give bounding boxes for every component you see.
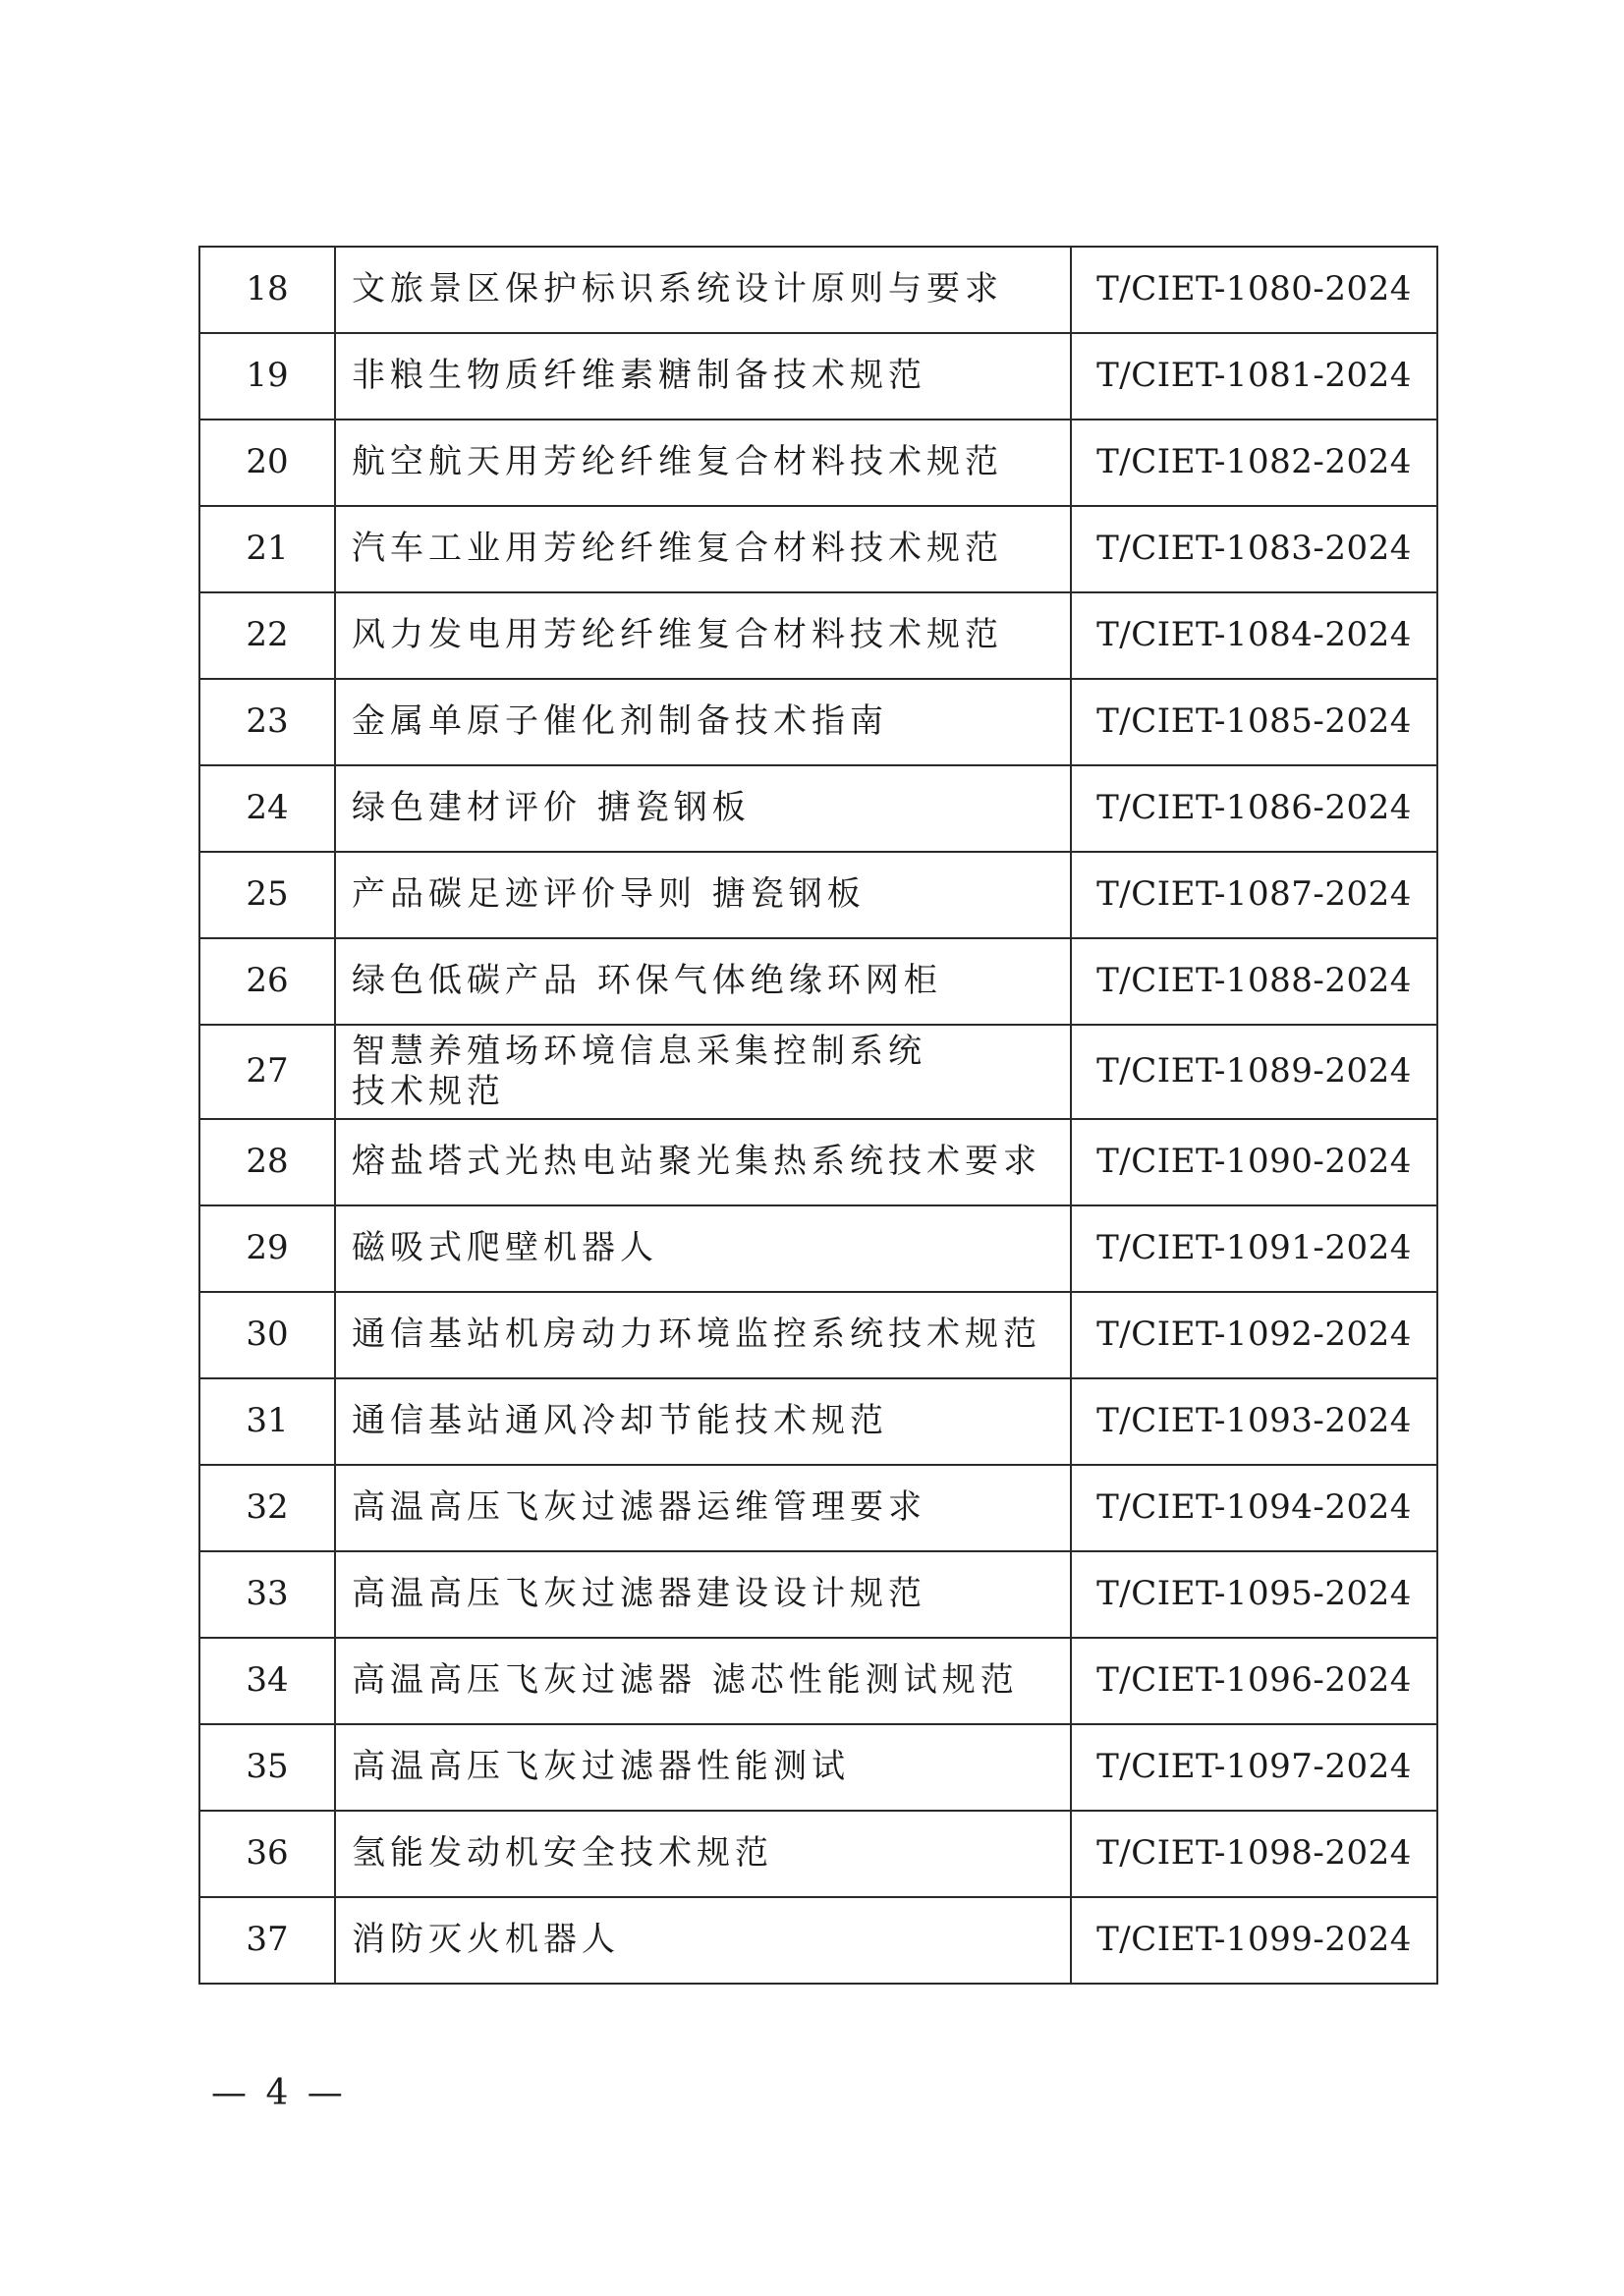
table-row <box>199 1292 1437 1378</box>
table-row <box>199 420 1437 506</box>
standard-name: 高温高压飞灰过滤器 滤芯性能测试规范 <box>335 1638 1071 1724</box>
row-number: 23 <box>199 679 335 765</box>
table-row <box>199 938 1437 1025</box>
standard-code: T/CIET-1084-2024 <box>1071 592 1437 679</box>
table-row <box>199 1724 1437 1811</box>
standard-name: 非粮生物质纤维素糖制备技术规范 <box>335 333 1071 420</box>
row-number: 20 <box>199 420 335 506</box>
row-number: 32 <box>199 1465 335 1551</box>
standard-code: T/CIET-1088-2024 <box>1071 938 1437 1025</box>
table-row <box>199 1119 1437 1205</box>
standard-code: T/CIET-1095-2024 <box>1071 1551 1437 1638</box>
standard-name: 文旅景区保护标识系统设计原则与要求 <box>335 247 1071 333</box>
table-row <box>199 1205 1437 1292</box>
standard-code: T/CIET-1089-2024 <box>1071 1025 1437 1119</box>
standard-code: T/CIET-1092-2024 <box>1071 1292 1437 1378</box>
standard-code: T/CIET-1080-2024 <box>1071 247 1437 333</box>
standard-name: 磁吸式爬壁机器人 <box>335 1205 1071 1292</box>
standard-name: 氢能发动机安全技术规范 <box>335 1811 1071 1897</box>
standard-name: 产品碳足迹评价导则 搪瓷钢板 <box>335 852 1071 938</box>
standard-name: 熔盐塔式光热电站聚光集热系统技术要求 <box>335 1119 1071 1205</box>
row-number: 21 <box>199 506 335 592</box>
row-number: 30 <box>199 1292 335 1378</box>
table-row <box>199 506 1437 592</box>
standard-name: 风力发电用芳纶纤维复合材料技术规范 <box>335 592 1071 679</box>
row-number: 29 <box>199 1205 335 1292</box>
standard-name: 通信基站通风冷却节能技术规范 <box>335 1378 1071 1465</box>
standard-code: T/CIET-1083-2024 <box>1071 506 1437 592</box>
row-number: 24 <box>199 765 335 852</box>
table-row <box>199 1465 1437 1551</box>
table-row <box>199 592 1437 679</box>
standard-code: T/CIET-1090-2024 <box>1071 1119 1437 1205</box>
standard-code: T/CIET-1082-2024 <box>1071 420 1437 506</box>
row-number: 19 <box>199 333 335 420</box>
row-number: 26 <box>199 938 335 1025</box>
standard-code: T/CIET-1099-2024 <box>1071 1897 1437 1984</box>
standard-code: T/CIET-1098-2024 <box>1071 1811 1437 1897</box>
standard-code: T/CIET-1081-2024 <box>1071 333 1437 420</box>
standard-code: T/CIET-1087-2024 <box>1071 852 1437 938</box>
standard-name: 消防灭火机器人 <box>335 1897 1071 1984</box>
standard-code: T/CIET-1091-2024 <box>1071 1205 1437 1292</box>
standard-code: T/CIET-1086-2024 <box>1071 765 1437 852</box>
standard-code: T/CIET-1085-2024 <box>1071 679 1437 765</box>
table-row <box>199 1025 1437 1119</box>
row-number: 37 <box>199 1897 335 1984</box>
table-row <box>199 1378 1437 1465</box>
row-number: 36 <box>199 1811 335 1897</box>
standard-name: 绿色低碳产品 环保气体绝缘环网柜 <box>335 938 1071 1025</box>
row-number: 34 <box>199 1638 335 1724</box>
standard-code: T/CIET-1096-2024 <box>1071 1638 1437 1724</box>
row-number: 22 <box>199 592 335 679</box>
row-number: 33 <box>199 1551 335 1638</box>
table-row <box>199 1551 1437 1638</box>
row-number: 28 <box>199 1119 335 1205</box>
table-row <box>199 333 1437 420</box>
row-number: 18 <box>199 247 335 333</box>
standard-name: 高温高压飞灰过滤器性能测试 <box>335 1724 1071 1811</box>
row-number: 31 <box>199 1378 335 1465</box>
row-number: 35 <box>199 1724 335 1811</box>
table-row <box>199 765 1437 852</box>
standard-name: 通信基站机房动力环境监控系统技术规范 <box>335 1292 1071 1378</box>
standard-name: 高温高压飞灰过滤器运维管理要求 <box>335 1465 1071 1551</box>
row-number: 27 <box>199 1025 335 1119</box>
standard-code: T/CIET-1094-2024 <box>1071 1465 1437 1551</box>
standard-code: T/CIET-1093-2024 <box>1071 1378 1437 1465</box>
table-row <box>199 1638 1437 1724</box>
row-number: 25 <box>199 852 335 938</box>
standards-table-body <box>199 247 1437 1984</box>
table-row <box>199 1811 1437 1897</box>
table-row <box>199 247 1437 333</box>
table-row <box>199 852 1437 938</box>
table-row <box>199 679 1437 765</box>
standard-name: 金属单原子催化剂制备技术指南 <box>335 679 1071 765</box>
standard-name: 智慧养殖场环境信息采集控制系统 技术规范 <box>335 1025 1071 1119</box>
page-number: — 4 — <box>211 2073 347 2113</box>
table-row <box>199 1897 1437 1984</box>
standard-name: 汽车工业用芳纶纤维复合材料技术规范 <box>335 506 1071 592</box>
standards-table <box>198 246 1438 1985</box>
standard-name: 绿色建材评价 搪瓷钢板 <box>335 765 1071 852</box>
standard-code: T/CIET-1097-2024 <box>1071 1724 1437 1811</box>
standard-name: 高温高压飞灰过滤器建设设计规范 <box>335 1551 1071 1638</box>
standard-name: 航空航天用芳纶纤维复合材料技术规范 <box>335 420 1071 506</box>
